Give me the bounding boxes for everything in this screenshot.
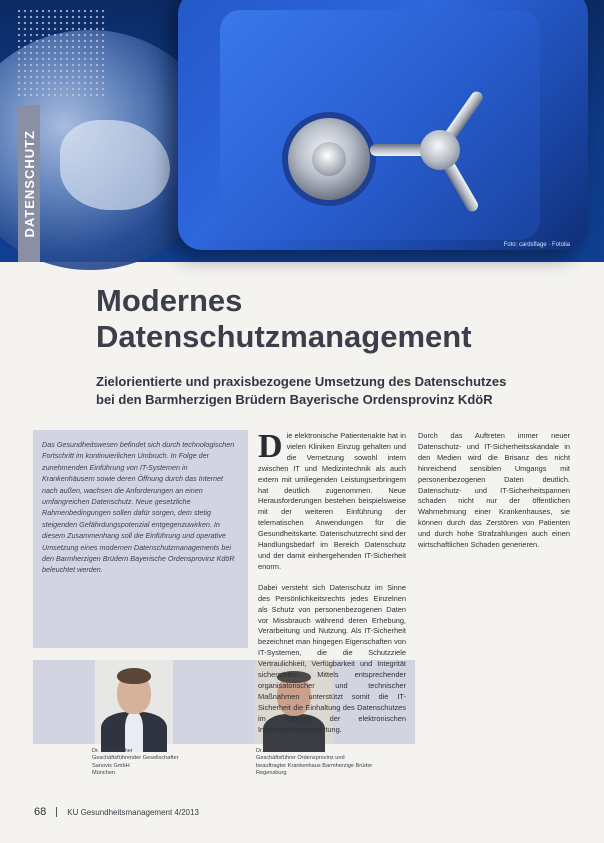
safe-dial-center-graphic [312, 142, 346, 176]
dot-pattern [16, 8, 106, 98]
author-caption-1: Dr. Uwe Zürcher Geschäftsführender Gesellschafter Sanovis GmbH München [92, 748, 179, 777]
photo-credit: Foto: cardsflage · Fotolia [503, 242, 570, 248]
subtitle-line-2: bei den Barmherzigen Brüdern Bayerische Ordensprovinz KdöR [96, 392, 493, 407]
body-paragraph-1-text: ie elektronische Patientenakte hat in vielen Kliniken Einzug gehalten und die Vernetzung sowohl intern zwischen IT und Medizintechnik als auch extern mit umliegenden Leistungserbringern hat deutlich zugenommen. Neue Herausforderungen bestehen beispielsweise mit der weiteren Einführung der telematischen Anwendungen für die Gesundheitskarte. Datenschutzrecht sind der Handlungsbedarf im Bereich Datenschutz und der damit einhergehenden IT-Sicherheit enorm. [258, 431, 406, 571]
abstract-box [33, 430, 248, 648]
body-paragraph-3: Durch das Auftreten immer neuer Datenschutz- und IT-Sicherheitsskandale in den Medien wird die Brisanz des nicht hinreichend sensiblen Umgangs mit personenbezogenen Daten deutlich. Datenschutz- und IT-Sicherheitspannen schaden nicht nur der öffentlichen Wahrnehmung einer Krankenhauses, sie können durch das Zerstören von Patienten und durch hohe Strafzahlungen auch einen wirtschaftlichen Schaden generieren. [418, 431, 570, 550]
footer-divider [56, 807, 57, 817]
body-paragraph-1 [258, 428, 406, 573]
author-photo-1 [95, 660, 173, 744]
person-1-hair [117, 668, 151, 684]
person-1-shirt [125, 712, 143, 752]
body-column-3 [418, 431, 570, 561]
dropcap: D [258, 428, 283, 465]
title-line-2: Datenschutzmanagement [96, 319, 472, 354]
title-line-1: Modernes [96, 283, 243, 318]
safe-handle-hub-graphic [420, 130, 460, 170]
section-label: DATENSCHUTZ [21, 129, 37, 238]
hero-image [0, 0, 604, 262]
body-paragraph-2: Dabei versteht sich Datenschutz im Sinne des Persönlichkeitsrechts jedes Einzelnen als Schutz von personenbezogenen Daten vor Missbrauch während deren Erhebung, Verarbeitung und Nutzung. Als IT-Sicherheit bezeichnet man hingegen Eigenschaften von IT-Systemen, die die Schutzziele Vertraulichkeit, Verfügbarkeit und Integrität sicherstellen. Mittels entsprechender organisatorischer und technischer Maßnahmen unterstützt somit die IT-Sicherheit die Einhaltung des Datenschutzes im Rahmen der elektronischen Informationsverarbeitung. [258, 582, 406, 734]
safe-door-graphic [220, 10, 540, 240]
author-caption-2: Dr. Harald Roth Geschäftsführer Ordensprovinz und beauftragter Krankenhaus Barmherzige Brüder Regensburg [256, 748, 373, 777]
page-number: 68 [34, 806, 47, 818]
article-title [96, 283, 576, 355]
page-footer [34, 806, 199, 818]
journal-name: KU Gesundheitsmanagement 4/2013 [67, 807, 199, 817]
section-tab [18, 105, 40, 262]
article-subtitle [96, 373, 586, 409]
subtitle-line-1: Zielorientierte und praxisbezogene Umsetzung des Datenschutzes [96, 374, 507, 389]
abstract-text: Das Gesundheitswesen befindet sich durch technologischen Fortschritt im kontinuierlichen Umbruch. In Folge der zunehmenden Einführung von IT-Systemen in Krankenhäusern sowie deren Öffnung durch das Internet nach außen, wachsen die Anforderungen an einen umfangreichen Datenschutz. Neue gesetzliche Rahmenbedingungen sollen dafür sorgen, dem stetig steigenden Gefährdungspotenzial entgegenzuwirken. In diesem Zusammenhang soll die Einführung und operative Umsetzung eines modernen Datenschutzmanagements bei den Barmherzigen Brüdern Bayerische Ordensprovinz KdöR beleuchtet werden. [42, 440, 235, 575]
body-column-2 [258, 428, 406, 734]
